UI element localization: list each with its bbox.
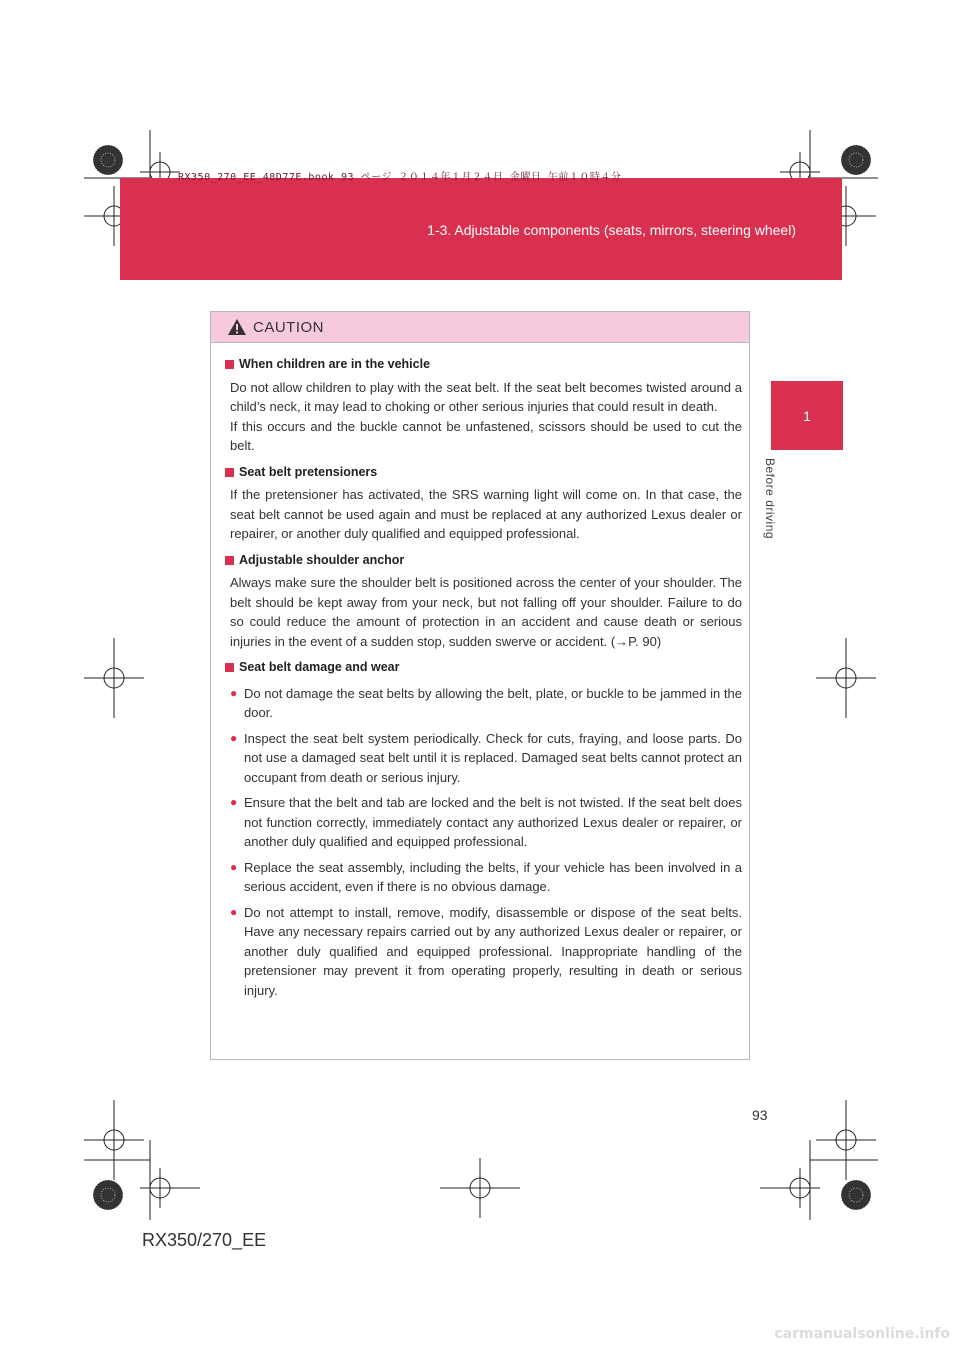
chapter-tab [771,381,843,450]
page-number: 93 [752,1107,768,1123]
crosshair-bl [140,1168,200,1208]
caution-item [225,355,742,456]
section-title: 1-3. Adjustable components (seats, mirrors, steering wheel) [427,222,796,238]
crosshair-left-lower [84,1100,144,1180]
warning-triangle-icon [227,318,247,336]
list-item: ● Replace the seat assembly, including the belts, if your vehicle has been involved in a serious accident, even if there is no obvious damage. [225,858,742,897]
watermark: carmanualsonline.info [774,1326,950,1342]
circle-bullet-icon: ● [230,795,238,809]
square-bullet-icon [225,663,234,672]
list-item: ● Do not attempt to install, remove, modify, disassemble or dispose of the seat belts. Have any necessary repairs carried out by any authorized Lexus dealer or repairer, or another duly qualified and equipped professional. Inappropriate handling of the pretensioner may prevent it from operating properly, resulting in death or serious injury. [225,903,742,1001]
crosshair-br [760,1168,820,1208]
circle-bullet-icon: ● [230,904,238,919]
square-bullet-icon [225,468,234,477]
square-bullet-icon [225,556,234,565]
sunburst-bl [93,1180,123,1210]
sunburst-tr [841,145,871,175]
sunburst-tl [93,145,123,175]
item-title: When children are in the vehicle [239,357,431,371]
circle-bullet-icon: ● [230,685,238,700]
caution-box [210,311,750,1060]
item-title: Adjustable shoulder anchor [239,552,405,567]
sunburst-br [841,1180,871,1210]
crosshair-bc [440,1158,520,1218]
caution-item [225,463,742,544]
chapter-number: 1 [803,407,811,424]
circle-bullet-icon: ● [230,730,238,745]
crosshair-left-mid [84,638,144,718]
list-item: ● Ensure that the belt and tab are locked and the belt is not twisted. If the seat belt does not function correctly, immediately contact any authorized Lexus dealer or repairer, or another duly qualified and equipped professional. [225,793,742,852]
circle-bullet-icon: ● [230,859,238,874]
crosshair-right-lower [816,1100,876,1180]
caution-item [225,658,742,1000]
crosshair-right-mid [816,638,876,718]
caution-body [211,343,749,1000]
caution-title: CAUTION [253,318,324,336]
item-paragraph: Do not allow children to play with the seat belt. If the seat belt becomes twisted around a child’s neck, it may lead to choking or other serious injuries that could result in death. If this occurs and the buckle cannot be unfastened, scissors should be used to cut the belt. [230,379,742,453]
list-item: ● Do not damage the seat belts by allowing the belt, plate, or buckle to be jammed in the door. [225,684,742,723]
list-item: ● Inspect the seat belt system periodically. Check for cuts, fraying, and loose parts. Do not use a damaged seat belt until it is replaced. Damaged seat belts cannot protect an occupant from death or serious injury. [225,729,742,788]
caution-header [211,312,749,343]
chapter-label: Before driving [763,458,777,540]
item-paragraph: Always make sure the shoulder belt is positioned across the center of your shoulder. The belt should be kept away from your neck, but not falling off your shoulder. Failure to do so could reduce the amount of protection in an accident and cause death or serious injuries in the event of a sudden stop, sudden swerve or accident. (→P. 90) [230,575,742,649]
book-stamp: RX350_270_EE_48D77E.book 93 ページ ２０１４年１月２４日 金曜日 午前１０時４分 [178,172,622,183]
item-title: Seat belt pretensioners [239,464,378,479]
caution-item [225,551,742,652]
square-bullet-icon [225,360,234,369]
item-paragraph: If the pretensioner has activated, the SRS warning light will come on. In that case, the seat belt cannot be used again and must be replaced at any authorized Lexus dealer or repairer, or another duly qualified and equipped professional. [230,487,742,541]
item-title: Seat belt damage and wear [239,660,400,674]
footer-model: RX350/270_EE [142,1230,267,1250]
